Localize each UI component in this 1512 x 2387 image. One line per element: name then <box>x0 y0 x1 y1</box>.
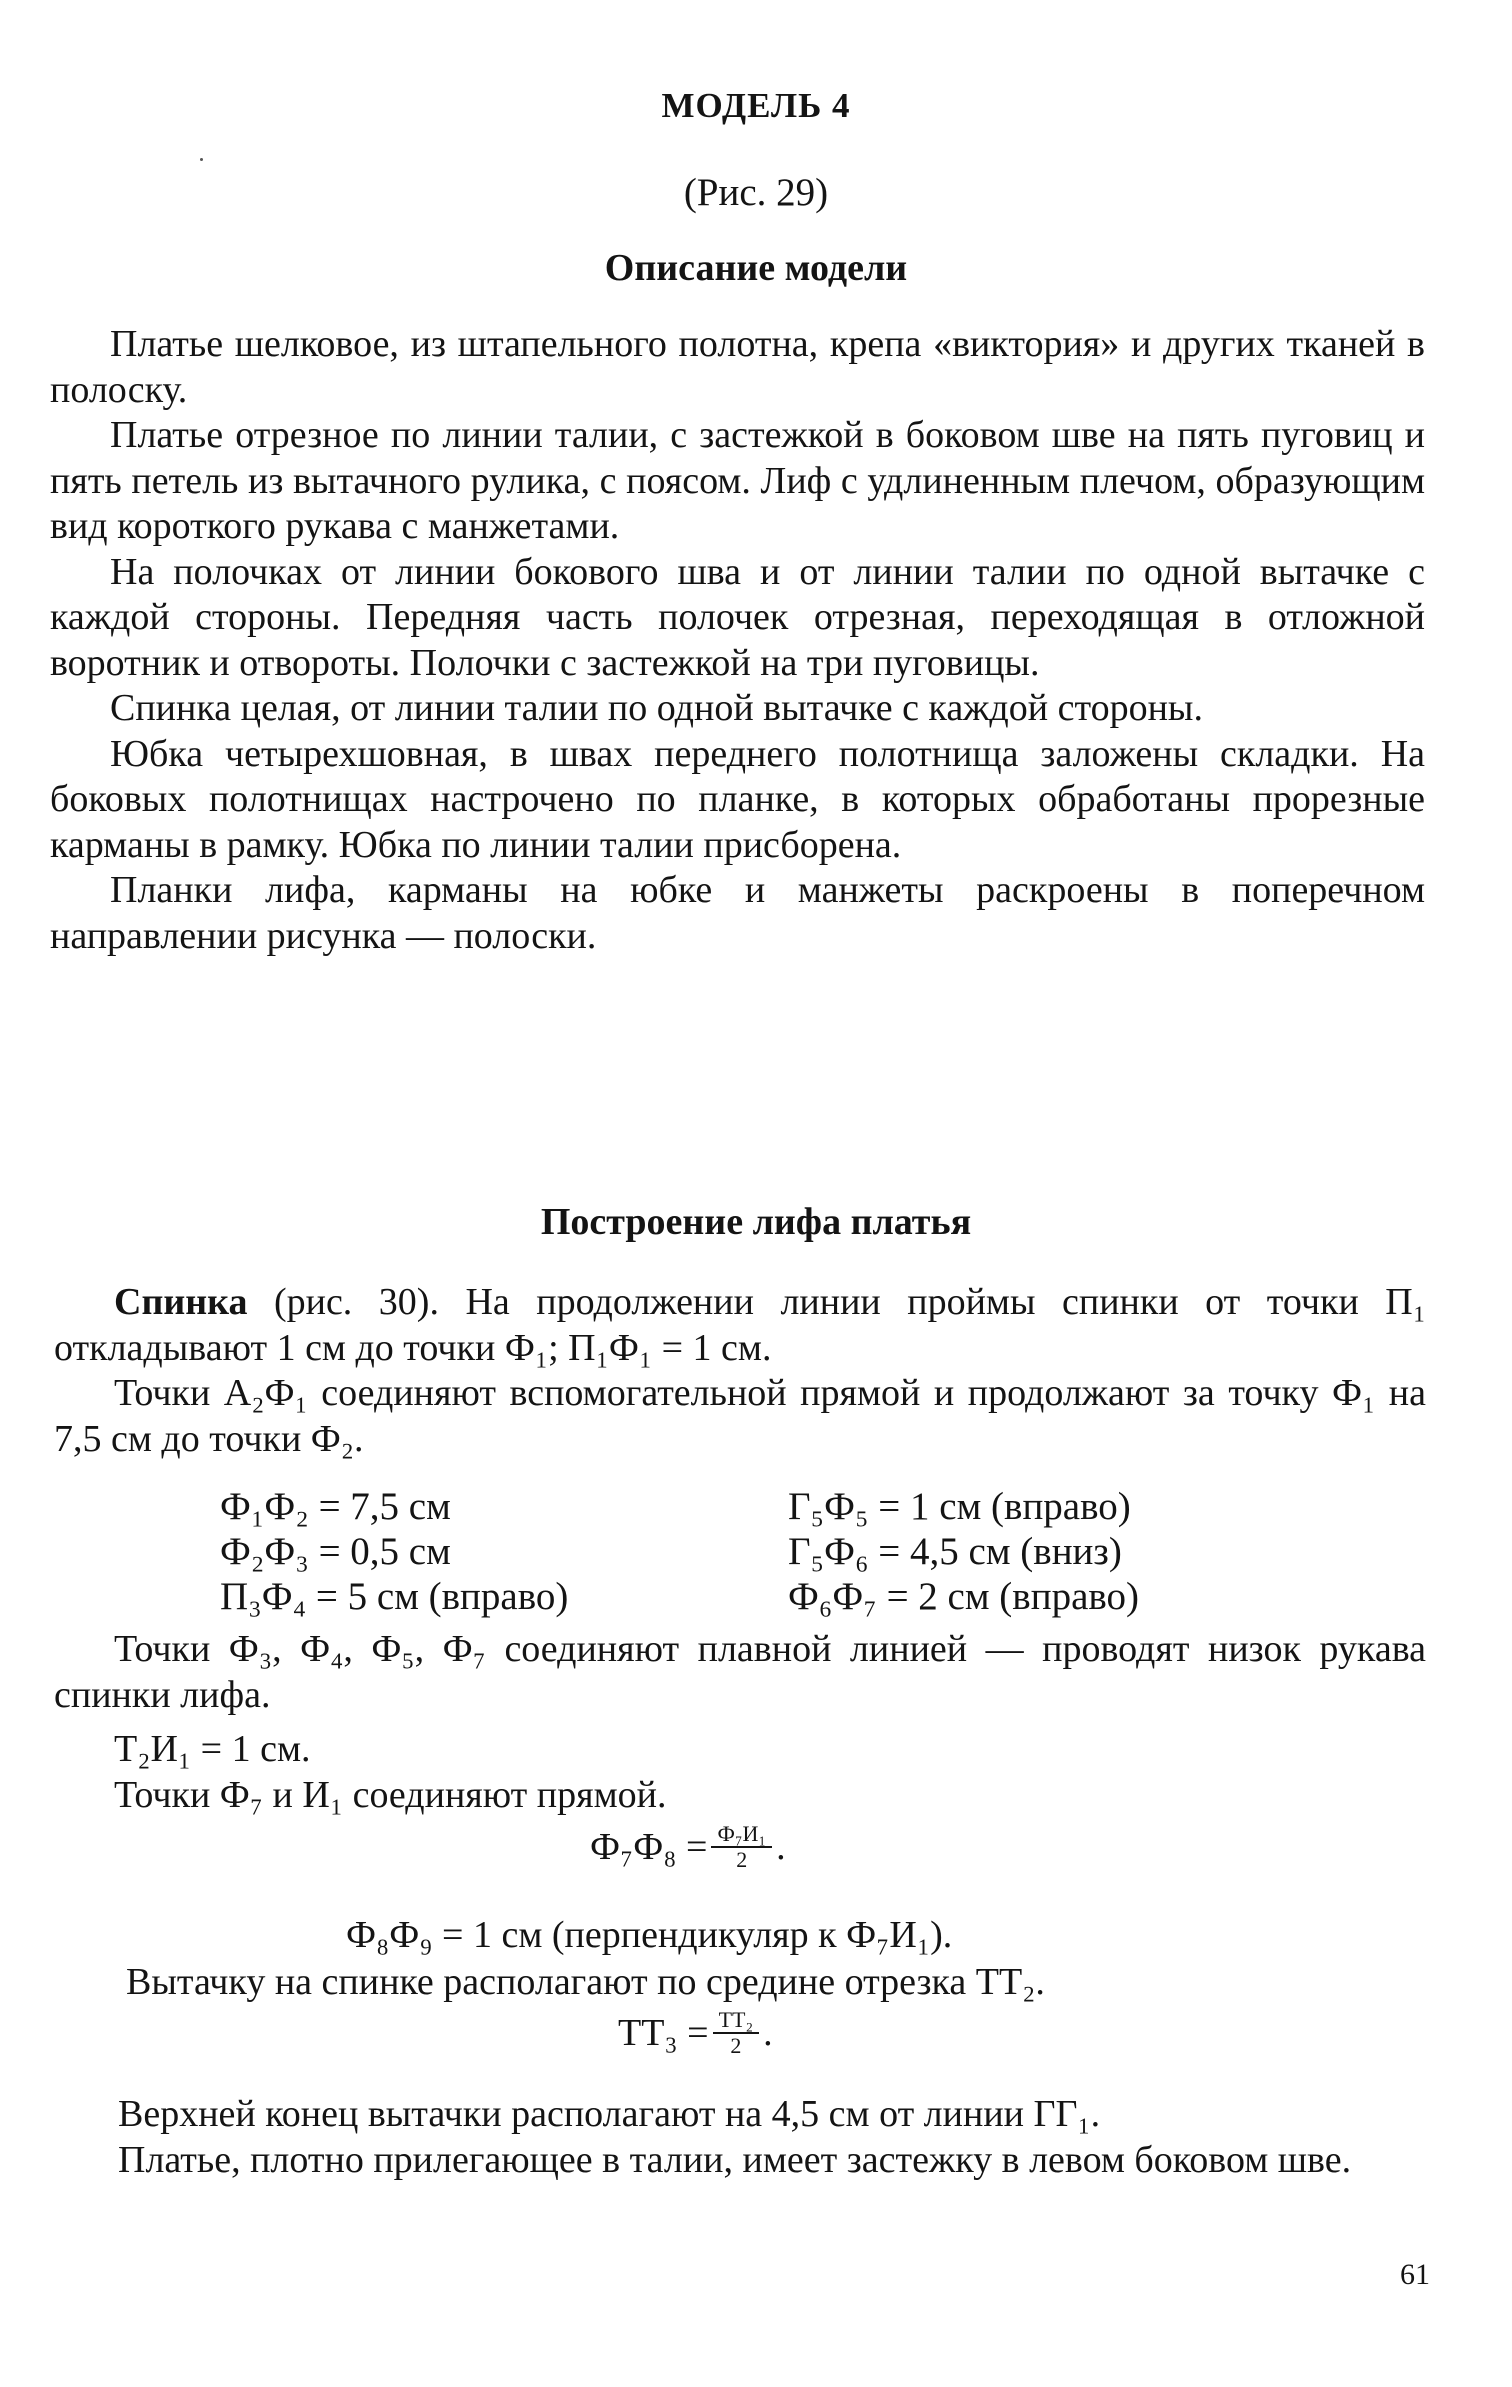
fraction-denominator: 2 <box>736 1847 748 1872</box>
points-text: Точки Ф₃, Ф₄, Ф₅, Ф₇ соединяют плавной линией — проводят низок рукава спинки лифа. <box>54 1628 1426 1716</box>
fraction-formula-2 <box>618 2008 773 2058</box>
description-paragraph: Планки лифа, карманы на юбке и манжеты раскроены в поперечном направлении рисунка — полоски. <box>50 869 1425 957</box>
description-paragraph: Спинка целая, от линии талии по одной вытачке с каждой стороны. <box>110 687 1203 729</box>
figure-reference: (Рис. 29) <box>683 171 829 214</box>
final-paragraphs <box>58 2092 1428 2183</box>
description-paragraph: Юбка четырехшовная, в швах переднего полотнища заложены складки. На боковых полотнищах настрочено по планке, в которых обработаны прорезные карманы в рамку. Юбка по линии талии присборена. <box>50 732 1425 866</box>
formula-column-right <box>788 1484 1139 1619</box>
construction-paragraph: Точки А₂Ф₁ соединяют вспомогательной прямой и продолжают за точку Ф₁ на 7,5 см до точки Ф₂. <box>54 1372 1426 1460</box>
description-paragraph: Платье шелковое, из штапельного полотна, крепа «виктория» и других тканей в полоску. <box>50 323 1425 411</box>
fraction-numerator: ТТ₂ <box>718 2007 754 2032</box>
construction-p1-text: (рис. 30). На продолжении линии проймы спинки от точки П₁ откладывают 1 см до точки Ф₁; П₁Ф₁ = 1 см. <box>54 1281 1426 1369</box>
fraction-tail: . <box>763 2012 773 2054</box>
fraction <box>711 1822 772 1872</box>
f8f9-formula: Ф₈Ф₉ = 1 см (перпендикуляр к Ф₇И₁). <box>346 1914 953 1956</box>
fraction-lhs: Ф₇Ф₈ = <box>590 1826 708 1868</box>
formula: П₃Ф₄ = 5 см (вправо) <box>220 1575 569 1618</box>
model-title: МОДЕЛЬ 4 <box>661 86 851 125</box>
points-f7-i1: Точки Ф₇ и И₁ соединяют прямой. <box>114 1774 667 1816</box>
construction-title: Построение лифа платья <box>540 1201 972 1243</box>
formula-column-left <box>220 1484 568 1619</box>
fraction-lhs: ТТ₃ = <box>618 2012 709 2054</box>
formula: Г₅Ф₅ = 1 см (вправо) <box>788 1485 1131 1528</box>
fraction-denominator: 2 <box>730 2033 742 2058</box>
construction-lead: Спинка <box>114 1281 248 1323</box>
fraction <box>713 2008 760 2058</box>
formula: Г₅Ф₆ = 4,5 см (вниз) <box>788 1530 1122 1573</box>
description-title: Описание модели <box>604 247 908 289</box>
construction-paragraph <box>54 1280 1426 1371</box>
t2i1-formula: Т₂И₁ = 1 см. <box>114 1728 311 1770</box>
description-paragraph: На полочках от линии бокового шва и от линии талии по одной вытачке с каждой стороны. Передняя часть полочек отрезная, переходящая в отложной воротник и отвороты. Полочки с застежкой на три пуговицы. <box>50 550 1425 684</box>
points-paragraph <box>54 1627 1426 1718</box>
dart-text: Вытачку на спинке располагают по средине отрезка ТТ₂. <box>126 1961 1045 2003</box>
formula: Ф₂Ф₃ = 0,5 см <box>220 1530 451 1573</box>
page-number: 61 <box>1400 2258 1430 2291</box>
fraction-numerator: Ф₇И₁ <box>717 1821 767 1846</box>
formula: Ф₁Ф₂ = 7,5 см <box>220 1485 451 1528</box>
formula: Ф₆Ф₇ = 2 см (вправо) <box>788 1575 1140 1618</box>
description-body <box>50 322 1425 959</box>
construction-body <box>54 1280 1426 1462</box>
final-paragraph: Верхней конец вытачки располагают на 4,5 см от линии ГГ₁. <box>118 2093 1101 2135</box>
print-speck <box>200 158 203 161</box>
final-paragraph: Платье, плотно прилегающее в талии, имеет застежку в левом боковом шве. <box>118 2138 1352 2181</box>
fraction-tail: . <box>776 1826 786 1868</box>
fraction-formula-1 <box>590 1822 786 1872</box>
description-paragraph: Платье отрезное по линии талии, с застежкой в боковом шве на пять пуговиц и пять петель из вытачного рулика, с поясом. Лиф с удлиненным плечом, образующим вид короткого рукава с манжетами. <box>50 414 1425 547</box>
